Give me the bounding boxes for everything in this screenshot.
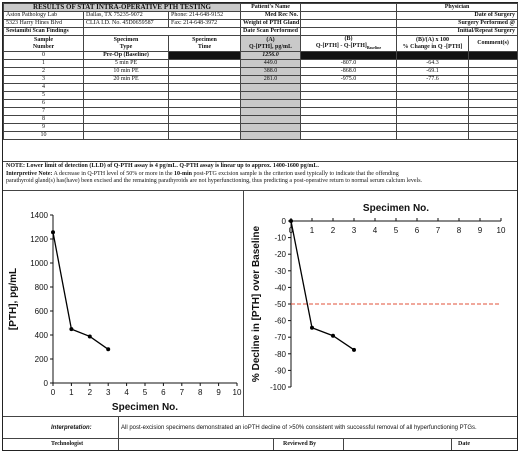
weight-label: Weight of PTH Gland: [241, 20, 301, 28]
pth-value[interactable]: [241, 132, 301, 140]
x-tick-label: 6: [161, 388, 166, 397]
specimen-type[interactable]: Pre-Op (Baseline): [84, 52, 169, 60]
date-scan-value[interactable]: [301, 28, 397, 36]
charts-area: [3, 191, 517, 417]
col-header-specimen-time: Specimen Time: [169, 36, 241, 52]
x-tick-label: 6: [414, 226, 420, 235]
pth-value[interactable]: 388.0: [241, 68, 301, 76]
specimen-time[interactable]: [169, 100, 241, 108]
reviewed-by-label: Reviewed By: [283, 441, 317, 447]
pth-difference: -868.0: [301, 68, 397, 76]
pct-change: -77.6: [397, 76, 469, 84]
y-tick-label: 800: [34, 283, 48, 292]
comments[interactable]: [469, 108, 518, 116]
sample-number: 5: [4, 92, 84, 100]
specimen-type[interactable]: 5 min PE: [84, 60, 169, 68]
specimen-time[interactable]: [169, 132, 241, 140]
x-tick-label: 9: [477, 226, 483, 235]
pth-value[interactable]: [241, 84, 301, 92]
specimen-time[interactable]: [169, 52, 241, 60]
x-axis-title: Specimen No.: [362, 203, 430, 214]
data-point: [310, 326, 314, 330]
pth-value[interactable]: [241, 108, 301, 116]
comments[interactable]: [469, 100, 518, 108]
table-row: [4, 108, 518, 116]
table-row: [4, 76, 518, 84]
chart-divider: [243, 191, 244, 417]
lab-address: 5323 Harry Hines Blvd: [4, 20, 84, 28]
specimen-time[interactable]: [169, 84, 241, 92]
patient-name-label: Patient's Name: [241, 4, 301, 12]
sample-number: 10: [4, 132, 84, 140]
sample-number: 9: [4, 124, 84, 132]
specimen-type[interactable]: [84, 92, 169, 100]
table-row: [4, 84, 518, 92]
x-tick-label: 0: [288, 226, 294, 235]
initial-repeat-label: Initial/Repeat Surgery: [397, 28, 518, 36]
x-tick-label: 9: [216, 388, 221, 397]
pth-difference: [301, 52, 397, 60]
table-row: [4, 92, 518, 100]
pth-difference: [301, 116, 397, 124]
pth-difference: [301, 92, 397, 100]
date-surgery-label: Date of Surgery: [397, 12, 518, 20]
y-tick-label: -50: [274, 300, 286, 309]
specimen-time[interactable]: [169, 68, 241, 76]
pct-change: [397, 124, 469, 132]
y-tick-label: -20: [274, 250, 286, 260]
sample-number: 1: [4, 60, 84, 68]
series-line: [288, 221, 354, 350]
pct-change: [397, 100, 469, 108]
col-header-specimen-type: Specimen Type: [84, 36, 169, 52]
x-tick-label: 10: [496, 226, 506, 235]
pct-change: [397, 84, 469, 92]
x-tick-label: 5: [393, 226, 399, 235]
table-row: [4, 124, 518, 132]
patient-name-value[interactable]: [301, 4, 397, 12]
interpretation-label: Interpretation:: [51, 425, 92, 431]
pct-change: -69.1: [397, 68, 469, 76]
pth-value[interactable]: [241, 116, 301, 124]
data-point: [88, 334, 92, 338]
sestamibi-value[interactable]: [84, 28, 241, 36]
interpretation-text[interactable]: All post-excision specimens demonstrated an ioPTH decline of >50% consistent with successful removal of all hyperfunctioning PTGs.: [121, 425, 477, 431]
y-tick-label: -30: [274, 266, 286, 276]
pth-difference: [301, 84, 397, 92]
y-tick-label: -70: [274, 333, 286, 343]
sample-number: 6: [4, 100, 84, 108]
y-tick-label: -100: [269, 383, 286, 392]
comments[interactable]: [469, 84, 518, 92]
data-point: [69, 327, 73, 331]
y-tick-label: 0: [281, 217, 286, 226]
table-row: [4, 100, 518, 108]
x-tick-label: 8: [456, 226, 462, 235]
y-tick-label: 0: [43, 379, 48, 388]
x-tick-label: 4: [124, 388, 129, 397]
specimen-time[interactable]: [169, 60, 241, 68]
specimen-time[interactable]: [169, 108, 241, 116]
interpretation-row: [3, 417, 517, 439]
comments[interactable]: [469, 124, 518, 132]
comments[interactable]: [469, 116, 518, 124]
x-tick-label: 7: [435, 226, 441, 235]
comments[interactable]: [469, 76, 518, 84]
weight-value[interactable]: [301, 20, 397, 28]
table-row: [4, 116, 518, 124]
y-axis-title: % Decline in [PTH] over Baseline: [251, 225, 262, 383]
col-header-pct: (B)/(A) x 100 % Change in Q -[PTH]: [397, 36, 469, 52]
x-tick-label: 1: [69, 388, 74, 397]
series-line: [53, 232, 108, 349]
date-scan-label: Date Scan Performed: [241, 28, 301, 36]
col-header-a: (A) Q-[PTH], pg/mL: [241, 36, 301, 52]
notes-block: [3, 161, 517, 191]
data-point: [51, 230, 55, 234]
sample-number: 7: [4, 108, 84, 116]
y-tick-label: 1200: [30, 235, 48, 244]
report-title: RESULTS OF STAT INTRA-OPERATIVE PTH TESTING: [4, 4, 241, 12]
pth-difference: [301, 108, 397, 116]
y-tick-label: -10: [274, 233, 286, 243]
sample-number: 0: [4, 52, 84, 60]
specimen-time[interactable]: [169, 92, 241, 100]
data-point: [106, 347, 110, 351]
x-tick-label: 2: [87, 388, 93, 397]
y-tick-label: 600: [34, 307, 48, 316]
signature-row: [3, 439, 517, 450]
pth-value[interactable]: 449.0: [241, 60, 301, 68]
pct-change: [397, 52, 469, 60]
comments[interactable]: [469, 92, 518, 100]
lab-phone: Phone: 214-648-9152: [169, 12, 241, 20]
pth-difference: [301, 132, 397, 140]
specimen-type[interactable]: [84, 100, 169, 108]
pth-level-chart: [3, 191, 243, 417]
y-tick-label: -90: [274, 366, 286, 376]
pct-change: [397, 108, 469, 116]
comments[interactable]: [469, 60, 518, 68]
lab-name: Aston Pathology Lab: [4, 12, 84, 20]
x-tick-label: 7: [179, 388, 185, 397]
pth-value[interactable]: 1256.0: [241, 52, 301, 60]
data-point: [352, 348, 356, 352]
x-tick-label: 5: [142, 388, 148, 397]
y-tick-label: -60: [274, 316, 286, 326]
y-tick-label: 200: [34, 355, 48, 364]
y-tick-label: 1000: [30, 259, 48, 268]
pth-difference: [301, 124, 397, 132]
pct-change: [397, 132, 469, 140]
pth-difference: -975.0: [301, 76, 397, 84]
pct-change: -64.3: [397, 60, 469, 68]
lab-city: Dallas, TX 75235-9072: [84, 12, 169, 20]
table-row: [4, 132, 518, 140]
y-tick-label: 400: [34, 331, 48, 340]
x-tick-label: 1: [309, 226, 315, 235]
pth-value[interactable]: [241, 124, 301, 132]
table-row: [4, 68, 518, 76]
sestamibi-label: Sestamibi Scan Findings: [4, 28, 84, 36]
med-rec-label: Med Rec No.: [241, 12, 301, 20]
sample-number: 4: [4, 84, 84, 92]
note-line: NOTE: Lower limit of detection (LLD) of Q-PTH assay is 4 pg/mL. Q-PTH assay is linear up to approx. 1400-1600 pg/mL.: [6, 163, 319, 169]
table-row: [4, 60, 518, 68]
comments[interactable]: [469, 132, 518, 140]
col-header-sample: Sample Number: [4, 36, 84, 52]
y-tick-label: -40: [274, 283, 286, 293]
col-header-comments: Comment(s): [469, 36, 518, 52]
pth-value[interactable]: [241, 92, 301, 100]
specimen-type[interactable]: [84, 124, 169, 132]
lab-fax: Fax: 214-648-3972: [169, 20, 241, 28]
sample-number: 8: [4, 116, 84, 124]
y-tick-label: -80: [274, 349, 286, 359]
col-header-b: (B) $Q-[PTH] - Q-[PTH]_{Baseline}$: [301, 36, 397, 52]
x-tick-label: 2: [330, 226, 336, 235]
data-point: [289, 219, 293, 223]
y-tick-label: 1400: [30, 211, 48, 220]
specimen-time[interactable]: [169, 116, 241, 124]
specimen-time[interactable]: [169, 124, 241, 132]
x-tick-label: 3: [105, 388, 111, 397]
specimen-type[interactable]: [84, 116, 169, 124]
lab-clia: CLIA I.D. No. 45D0659587: [84, 20, 169, 28]
specimen-type[interactable]: [84, 84, 169, 92]
data-point: [331, 334, 335, 338]
technologist-label: Technologist: [51, 441, 84, 447]
x-tick-label: 8: [197, 388, 203, 397]
x-tick-label: 0: [50, 388, 56, 397]
pth-decline-chart: [243, 191, 517, 417]
pth-value[interactable]: 281.0: [241, 76, 301, 84]
pth-difference: -807.0: [301, 60, 397, 68]
table-row: [4, 52, 518, 60]
sample-number: 2: [4, 68, 84, 76]
x-tick-label: 4: [372, 226, 378, 235]
specimen-time[interactable]: [169, 76, 241, 84]
sample-number: 3: [4, 76, 84, 84]
x-axis-title: Specimen No.: [111, 402, 179, 413]
med-rec-value[interactable]: [301, 12, 397, 20]
pth-difference: [301, 100, 397, 108]
x-tick-label: 10: [232, 388, 242, 397]
specimen-type[interactable]: [84, 108, 169, 116]
specimen-type[interactable]: 10 min PE: [84, 68, 169, 76]
date-label: Date: [458, 441, 470, 447]
x-tick-label: 3: [351, 226, 357, 235]
physician-label: Physician: [397, 4, 518, 12]
report-table: [3, 3, 518, 140]
interpretive-note-cont: parathyroid gland(s) has(have) been excised and the remaining parathyroids are not hyperfunctioning, thus predicting a post-operative return to normal serum calcium levels.: [6, 178, 423, 184]
y-axis-title: [PTH], pg/mL: [8, 267, 19, 331]
pth-report-sheet: [2, 2, 518, 451]
comments[interactable]: [469, 68, 518, 76]
pth-value[interactable]: [241, 100, 301, 108]
interpretive-note: Interpretive Note: A decrease in Q-PTH level of 50% or more in the 10-min post-PTG excision sample is the criterion used typically to indicate that the offending: [6, 170, 399, 177]
pct-change: [397, 116, 469, 124]
specimen-type[interactable]: [84, 132, 169, 140]
specimen-type[interactable]: 20 min PE: [84, 76, 169, 84]
pct-change: [397, 92, 469, 100]
surgery-performed-label: Surgery Performed @: [397, 20, 518, 28]
comments[interactable]: [469, 52, 518, 60]
